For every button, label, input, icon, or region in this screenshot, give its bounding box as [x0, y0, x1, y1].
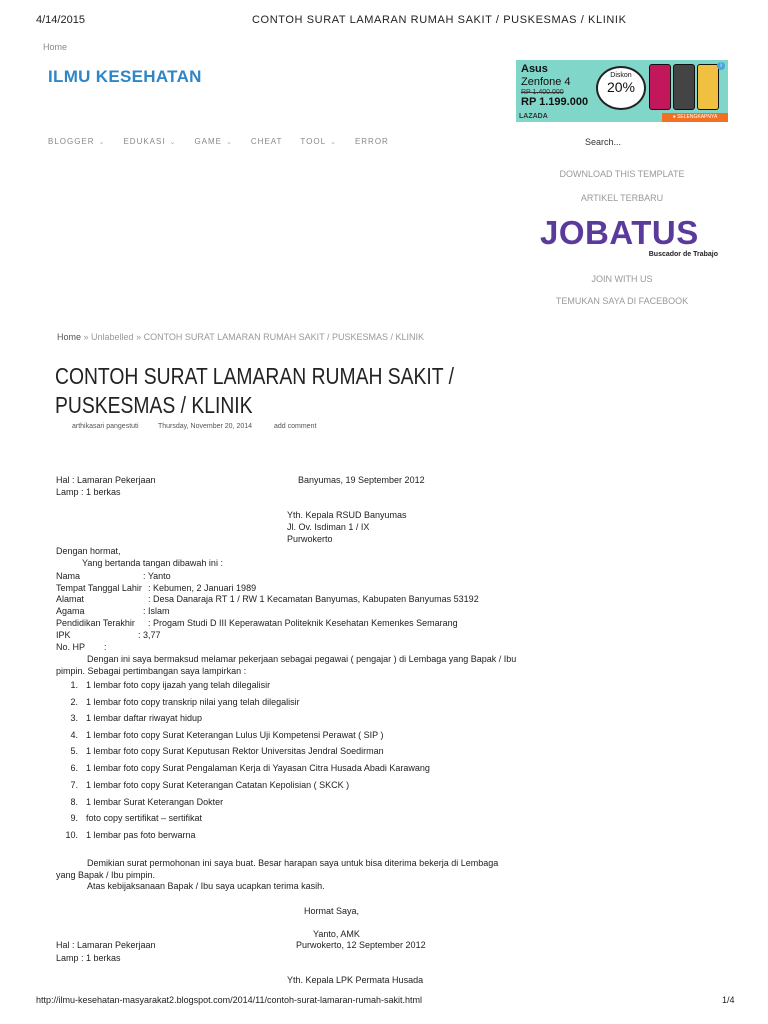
breadcrumb-separator: »	[133, 332, 144, 342]
list-number: 3.	[70, 713, 78, 723]
list-item	[62, 813, 202, 823]
letter2-place-date: Purwokerto, 12 September 2012	[296, 940, 426, 950]
letter2-hal: Hal : Lamaran Pekerjaan	[56, 940, 156, 950]
letter-recipient-3: Purwokerto	[287, 534, 333, 544]
print-date: 4/14/2015	[36, 14, 85, 26]
main-nav	[48, 137, 407, 146]
jobatus-banner[interactable]	[540, 214, 720, 264]
chevron-down-icon: ⌄	[169, 139, 177, 146]
nav-item-label: GAME	[194, 137, 223, 146]
letter2-recipient-1: Yth. Kepala LPK Permata Husada	[287, 975, 424, 985]
nav-item-label: BLOGGER	[48, 137, 95, 146]
chevron-down-icon: ⌄	[226, 139, 233, 146]
letter-place-date: Banyumas, 19 September 2012	[298, 475, 425, 485]
nav-item-label: ERROR	[354, 137, 389, 146]
jobatus-logo: JOBATUS	[540, 214, 699, 251]
list-number: 1.	[70, 680, 78, 690]
list-item	[62, 830, 196, 840]
search-input[interactable]: Search...	[585, 137, 622, 147]
advertisement-banner[interactable]	[516, 60, 728, 122]
field-hp-label: No. HP	[56, 642, 86, 652]
breadcrumb-category[interactable]: Unlabelled	[91, 332, 134, 342]
ad-model: Zenfone 4	[521, 76, 571, 88]
list-item	[62, 763, 430, 773]
join-with-us-heading: JOIN WITH US	[591, 274, 653, 284]
list-item-text: 1 lembar foto copy ijazah yang telah dilegalisir	[86, 680, 271, 690]
list-number: 5.	[70, 746, 78, 756]
list-item-text: 1 lembar foto copy Surat Keterangan Lulus Uji Kompetensi Perawat ( SIP )	[86, 730, 384, 740]
site-title[interactable]: ILMU KESEHATAN	[48, 67, 202, 86]
breadcrumb-current: CONTOH SURAT LAMARAN RUMAH SAKIT / PUSKESMAS / KLINIK	[143, 332, 424, 342]
breadcrumb-home[interactable]: Home	[57, 332, 82, 342]
post-date[interactable]: Thursday, November 20, 2014	[158, 423, 253, 430]
list-item	[62, 746, 384, 756]
nav-item-game[interactable]	[194, 137, 232, 146]
ad-new-price: RP 1.199.000	[521, 96, 589, 108]
letter-hal: Hal : Lamaran Pekerjaan	[56, 475, 156, 485]
nav-item-error[interactable]	[355, 137, 389, 146]
list-number: 4.	[70, 730, 78, 740]
list-item-text: 1 lembar Surat Keterangan Dokter	[86, 797, 224, 807]
ad-cta-button[interactable]: ● SELENGKAPNYA	[662, 113, 728, 122]
jobatus-tagline: Buscador de Trabajo	[648, 251, 718, 258]
letter-intro: Yang bertanda tangan dibawah ini :	[82, 558, 223, 568]
nav-item-edukasi[interactable]	[123, 137, 176, 146]
field-ttl-label: Tempat Tanggal Lahir	[56, 583, 142, 593]
chevron-down-icon: ⌄	[330, 139, 337, 146]
field-alamat-value: : Desa Danaraja RT 1 / RW 1 Kecamatan Banyumas, Kabupaten Banyumas 53192	[148, 594, 479, 604]
letter-paragraph-1-cont: pimpin. Sebagai pertimbangan saya lampirkan :	[56, 666, 247, 676]
list-number: 8.	[70, 797, 78, 807]
nav-item-label: CHEAT	[250, 137, 283, 146]
ad-discount-label: Diskon	[610, 72, 632, 79]
ad-old-price: RP 1.400.000	[521, 89, 564, 96]
list-number: 6.	[70, 763, 78, 773]
letter-closing-3: Atas kebijaksanaan Bapak / Ibu saya ucapkan terima kasih.	[87, 881, 325, 891]
chevron-down-icon: ⌄	[98, 139, 106, 146]
list-item-text: 1 lembar pas foto berwarna	[86, 830, 196, 840]
nav-item-cheat[interactable]	[251, 137, 283, 146]
list-item	[62, 780, 349, 790]
list-item-text: 1 lembar daftar riwayat hidup	[86, 713, 203, 723]
letter-signature: Yanto, AMK	[313, 929, 360, 939]
list-item	[62, 797, 223, 807]
artikel-terbaru-heading: ARTIKEL TERBARU	[580, 193, 664, 203]
field-agama-value: : Islam	[143, 606, 170, 616]
letter-closing-1: Demikian surat permohonan ini saya buat. Besar harapan saya untuk bisa diterima bekerja di Lembaga	[87, 858, 499, 868]
list-item-text: 1 lembar foto copy Surat Keputusan Rektor Universitas Jendral Soedirman	[86, 746, 384, 756]
letter-closing-2: yang Bapak / Ibu pimpin.	[56, 870, 156, 880]
field-ipk-value: : 3,77	[138, 630, 161, 640]
ad-info-icon[interactable]: i	[717, 62, 725, 70]
list-item	[62, 697, 300, 707]
home-link[interactable]: Home	[43, 42, 68, 52]
letter-signoff: Hormat Saya,	[304, 906, 360, 916]
field-hp-value: :	[104, 642, 107, 652]
footer-url: http://ilmu-kesehatan-masyarakat2.blogspot.com/2014/11/contoh-surat-lamaran-rumah-sakit.html	[36, 995, 423, 1005]
post-title: CONTOH SURAT LAMARAN RUMAH SAKIT / PUSKESMAS / KLINIK	[55, 363, 454, 418]
add-comment-link[interactable]: add comment	[274, 423, 317, 430]
nav-item-label: TOOL	[300, 137, 327, 146]
field-ipk-label: IPK	[56, 630, 71, 640]
list-item-text: foto copy sertifikat – sertifikat	[86, 813, 203, 823]
list-item-text: 1 lembar foto copy transkrip nilai yang telah dilegalisir	[86, 697, 300, 707]
letter-greeting: Dengan hormat,	[56, 546, 121, 556]
field-pendidikan-value: : Progam Studi D III Keperawatan Politeknik Kesehatan Kemenkes Semarang	[148, 618, 458, 628]
list-item	[62, 680, 270, 690]
ad-brand: Asus	[521, 63, 548, 75]
list-number: 9.	[70, 813, 78, 823]
post-author[interactable]: arthikasari pangestuti	[72, 423, 139, 430]
field-nama-value: : Yanto	[143, 571, 171, 581]
letter-recipient-1: Yth. Kepala RSUD Banyumas	[287, 510, 407, 520]
ad-discount-percent: 20%	[606, 79, 636, 95]
list-item-text: 1 lembar foto copy Surat Keterangan Catatan Kepolisian ( SKCK )	[86, 780, 350, 790]
list-number: 2.	[70, 697, 78, 707]
footer-page-number: 1/4	[722, 995, 735, 1005]
breadcrumb	[57, 332, 424, 342]
field-nama-label: Nama	[56, 571, 81, 581]
letter-paragraph-1: Dengan ini saya bermaksud melamar pekerjaan sebagai pegawai ( pengajar ) di Lembaga yang Bapak / Ibu	[87, 654, 517, 664]
field-ttl-value: : Kebumen, 2 Januari 1989	[148, 583, 257, 593]
ad-store-logo: LAZADA	[519, 113, 548, 120]
nav-item-blogger[interactable]	[48, 137, 105, 146]
facebook-heading: TEMUKAN SAYA DI FACEBOOK	[555, 296, 689, 306]
nav-item-tool[interactable]	[300, 137, 337, 146]
letter-recipient-2: Jl. Ov. Isdiman 1 / IX	[287, 522, 370, 532]
ad-phones-image	[649, 64, 721, 112]
list-number: 7.	[70, 780, 78, 790]
field-alamat-label: Alamat	[56, 594, 85, 604]
ad-discount-badge	[596, 66, 646, 110]
letter2-lamp: Lamp : 1 berkas	[56, 953, 121, 963]
download-template-link[interactable]: DOWNLOAD THIS TEMPLATE	[559, 169, 685, 179]
field-pendidikan-label: Pendidikan Terakhir	[56, 618, 135, 628]
field-agama-label: Agama	[56, 606, 85, 616]
list-item	[62, 713, 202, 723]
list-item	[62, 730, 384, 740]
list-item-text: 1 lembar foto copy Surat Pengalaman Kerja di Yayasan Citra Husada Abadi Karawang	[86, 763, 430, 773]
breadcrumb-separator: »	[81, 332, 92, 342]
list-number: 10.	[65, 830, 78, 840]
letter-lamp: Lamp : 1 berkas	[56, 487, 121, 497]
print-title: CONTOH SURAT LAMARAN RUMAH SAKIT / PUSKESMAS / KLINIK	[252, 14, 627, 26]
nav-item-label: EDUKASI	[123, 137, 166, 146]
